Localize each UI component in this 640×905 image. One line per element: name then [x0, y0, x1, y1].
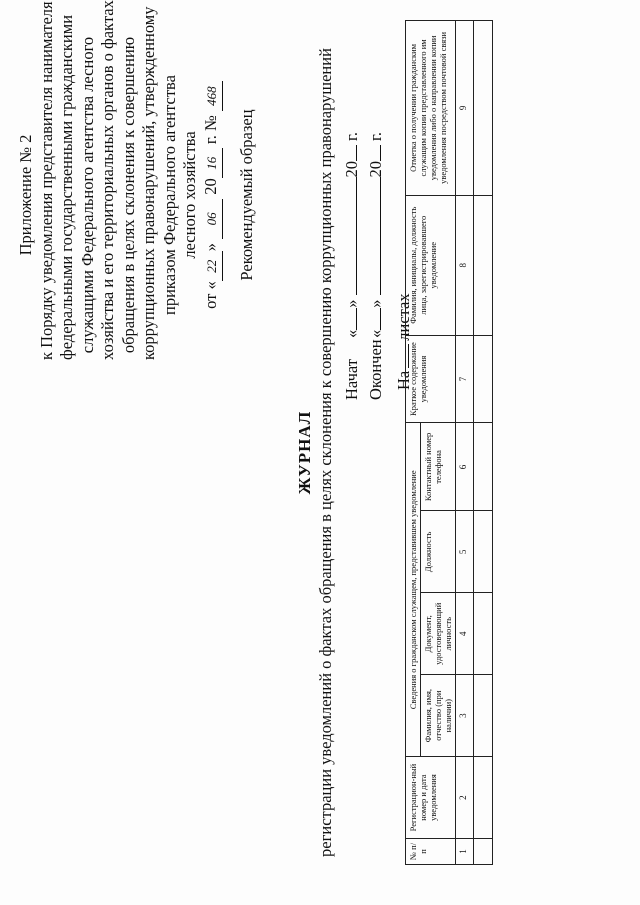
ended-label: Окончен [366, 339, 385, 400]
journal-table [405, 20, 493, 865]
day-blank [380, 308, 381, 330]
header-position: Должность [421, 511, 456, 593]
started-date-row: Начат « » 20 г. [340, 110, 364, 400]
appendix-line: служащими Федерального агентства лесного [77, 36, 97, 354]
table-cell [474, 511, 493, 593]
header-registrar: Фамилия, инициалы, должность лица, зарегистрировавшего уведомление [406, 195, 456, 335]
header-document: Документ, удостоверяющий личность [421, 593, 456, 675]
table-cell [474, 839, 493, 865]
recommended-sample-label: Рекомендуемый образец [237, 109, 256, 281]
table-cell [474, 21, 493, 196]
day-blank [356, 308, 357, 330]
started-label: Начат [342, 359, 361, 400]
year-blank [356, 145, 357, 161]
appendix-title: Приложение № 2 [16, 134, 35, 256]
appendix-line: коррупционных правонарушений, утвержденному [139, 6, 158, 360]
header-summary: Краткое содержание уведомления [406, 335, 456, 423]
appendix-block [16, 0, 258, 360]
appendix-line: федеральными государственными гражданскими [57, 14, 76, 360]
appendix-line: хозяйства и его территориальных органов о фактах [98, 0, 117, 360]
column-number: 5 [456, 511, 474, 593]
table-cell [474, 593, 493, 675]
month-blank [380, 178, 381, 296]
table-cell [474, 335, 493, 423]
table-cell [474, 423, 493, 511]
column-number: 2 [456, 757, 474, 839]
handwritten-month: 06 [202, 199, 224, 239]
header-num: № п/п [406, 839, 456, 865]
column-number: 1 [456, 839, 474, 865]
handwritten-order-number: 468 [202, 81, 224, 111]
column-number: 6 [456, 423, 474, 511]
column-number: 8 [456, 195, 474, 335]
journal-subtitle: регистрации уведомлений о фактах обращения в целях склонения к совершению коррупционных правонарушений [316, 48, 335, 857]
appendix-line: обращения в целях склонения к совершению [118, 36, 138, 354]
table-cell [474, 195, 493, 335]
empty-row [474, 21, 493, 865]
header-receipt-mark: Отметка о получении гражданским служащим копии представленного им уведомления либо о направлении копии уведомления посредством почтовой связи [406, 21, 456, 196]
ended-date-row: Окончен « » 20 г. [364, 110, 388, 400]
appendix-line: к Порядку уведомления представителя нанимателя [36, 1, 56, 360]
header-phone: Контактный номер телефона [421, 423, 456, 511]
handwritten-day: 22 [202, 251, 224, 281]
table-cell [474, 757, 493, 839]
column-number: 7 [456, 335, 474, 423]
column-number-row [456, 21, 474, 865]
header-fio: Фамилия, имя, отчество (при наличии) [421, 675, 456, 757]
journal-title: ЖУРНАЛ [295, 410, 314, 495]
table-cell [474, 675, 493, 757]
column-number: 3 [456, 675, 474, 757]
month-blank [356, 178, 357, 296]
sheets-count-row: На листах [394, 293, 413, 390]
appendix-line: приказом Федерального агентства [159, 75, 179, 315]
column-number: 4 [456, 593, 474, 675]
header-employee-info: Сведения о гражданском служащем, представившем уведомление [406, 423, 421, 757]
year-blank [380, 145, 381, 161]
appendix-line: лесного хозяйства [180, 131, 199, 259]
header-reg-number: Регистрацион-ный номер и дата уведомления [406, 757, 456, 839]
header-row [406, 21, 421, 865]
order-date-line: от «22» 06 2016 г. № 468 [201, 30, 224, 360]
handwritten-year: 16 [202, 148, 224, 178]
column-number: 9 [456, 21, 474, 196]
